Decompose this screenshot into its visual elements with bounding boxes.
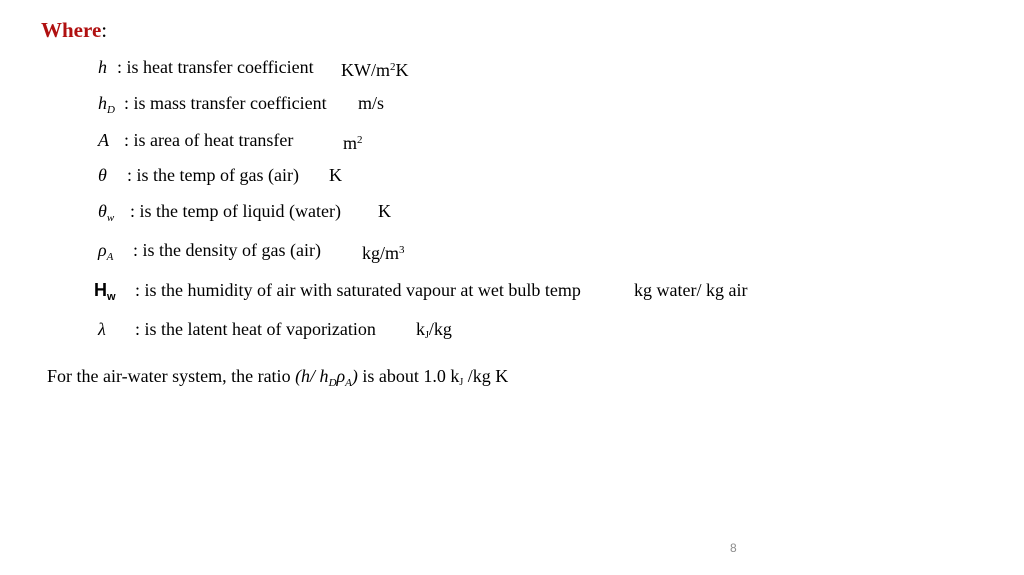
symbol: $\theta_w$ <box>98 201 115 224</box>
page-number: 8 <box>730 541 737 555</box>
definition-desc: : is the density of gas (air) <box>133 240 321 260</box>
symbol: θ <box>98 165 107 185</box>
definition-desc: : is the humidity of air with saturated vapour at wet bulb temp <box>135 280 581 300</box>
definition-unit: $m^2$ <box>343 133 363 153</box>
definition-row <box>98 239 113 268</box>
symbol: A <box>98 130 109 150</box>
definition-desc: : is the temp of liquid (water) <box>130 201 341 221</box>
definition-desc: : is the temp of gas (air) <box>127 165 299 185</box>
definition-row <box>94 279 116 308</box>
definition-unit: K <box>329 165 342 185</box>
definition-row <box>98 164 107 186</box>
definition-desc: : is the latent heat of vaporization <box>135 319 376 339</box>
title-word: Where <box>41 18 102 42</box>
definition-unit: $kg/m^3$ <box>362 243 405 263</box>
definition-unit: $KW/m^2K$ <box>341 60 409 80</box>
title-colon: : <box>101 18 108 42</box>
symbol: $H_w$ <box>94 280 116 303</box>
definition-row <box>98 92 115 121</box>
ratio-expression: (h/ $h_D\rho_A$) <box>295 366 358 389</box>
ratio-note: For the air-water system, the ratio (h/ $h_D\rho_A$) is about 1.0 $k_J$ /kg K <box>47 366 509 389</box>
definition-unit: m/s <box>358 93 385 113</box>
symbol: $\rho_A$ <box>98 240 114 263</box>
definition-desc: : is heat transfer coefficient <box>117 57 314 77</box>
slide-title <box>41 18 107 43</box>
symbol: λ <box>98 319 106 339</box>
definition-desc: : is mass transfer coefficient <box>124 93 327 113</box>
definition-unit: K <box>378 201 391 221</box>
symbol: h <box>98 57 107 77</box>
definition-row <box>98 318 106 340</box>
definition-unit: $k_J/kg$ <box>416 319 452 341</box>
definition-row <box>98 56 107 78</box>
definition-desc: : is area of heat transfer <box>124 130 294 150</box>
symbol: $h_D$ <box>98 93 115 116</box>
definition-row <box>98 200 114 229</box>
definition-unit: kg water/ kg air <box>634 280 748 300</box>
definition-row <box>98 129 109 151</box>
